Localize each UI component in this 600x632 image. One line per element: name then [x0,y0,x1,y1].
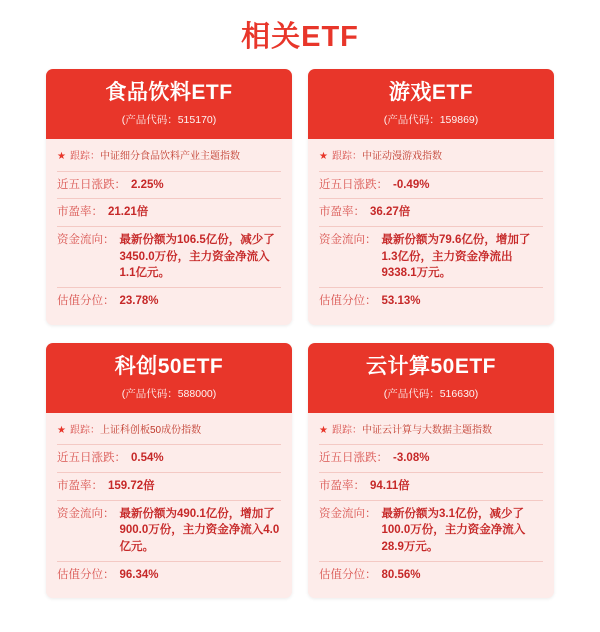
etf-five-day-value: 0.54% [131,452,164,465]
etf-code: (产品代码：515170) [121,114,217,127]
etf-pe-label: 市盈率： [57,479,103,492]
etf-flow-label: 资金流向： [319,507,377,520]
etf-track-label: 跟踪： [331,151,362,163]
etf-name: 科创50ETF [114,354,224,378]
etf-pe-label: 市盈率： [57,206,103,219]
etf-valuation-row [57,562,281,589]
etf-code: (产品代码：516630) [383,387,479,400]
etf-pe-row [57,199,281,226]
etf-name: 食品饮料ETF [105,81,233,104]
etf-pe-label: 市盈率： [319,479,365,492]
etf-track-value: 中证云计算与大数据主题指数 [361,424,492,436]
etf-five-day-label: 近五日涨跌： [319,452,388,465]
etf-valuation-row [57,288,281,315]
etf-card[interactable] [46,69,292,325]
etf-track-value: 上证科创板50成份指数 [99,424,202,436]
star-icon: ★ [319,151,328,163]
etf-card-body [308,413,554,599]
etf-code-value: 159869 [439,114,475,127]
etf-flow-label: 资金流向： [57,507,115,520]
etf-flow-value: 最新份额为106.5亿份，减少了3450.0万份，主力资金净流入1.1亿元。 [119,233,275,280]
etf-code: (产品代码：588000) [121,387,217,400]
etf-track-label: 跟踪： [69,424,100,436]
etf-flow-value: 最新份额为3.1亿份，减少了100.0万份，主力资金净流入28.9万元。 [381,507,526,553]
etf-card[interactable] [308,69,554,325]
etf-code-value: 516630 [439,387,475,400]
etf-five-day-label: 近五日涨跌： [57,452,126,465]
etf-five-day-label: 近五日涨跌： [57,178,126,191]
etf-pe-value: 94.11倍 [370,479,410,492]
etf-track-label: 跟踪： [331,424,362,436]
etf-valuation-value: 96.34% [119,568,159,581]
etf-pe-value: 21.21倍 [108,206,149,219]
etf-pe-value: 159.72倍 [108,479,155,492]
etf-card-body [46,139,292,325]
etf-track-value: 中证细分食品饮料产业主题指数 [99,151,240,163]
etf-card-grid [0,65,600,598]
star-icon: ★ [57,151,66,163]
etf-flow-label: 资金流向： [57,233,115,246]
etf-valuation-row [319,288,543,315]
etf-card-header [46,69,292,139]
etf-name: 云计算50ETF [365,354,497,378]
star-icon: ★ [319,425,328,437]
etf-five-day-row [57,172,281,199]
etf-track-row [57,422,281,445]
etf-card[interactable] [46,343,292,599]
etf-card-header [308,69,554,139]
etf-valuation-value: 53.13% [381,295,421,307]
etf-valuation-value: 80.56% [381,568,421,581]
etf-track-row [319,148,543,171]
etf-flow-value: 最新份额为490.1亿份，增加了900.0万份，主力资金净流入4.0亿元。 [119,507,280,553]
etf-code-label: 产品代码： [387,387,440,400]
etf-five-day-value: 2.25% [131,178,164,191]
etf-flow-row [57,227,281,287]
etf-card-header [308,343,554,413]
etf-track-row [57,148,281,171]
etf-card[interactable] [308,343,554,599]
etf-pe-row [57,473,281,500]
etf-pe-value: 36.27倍 [370,206,411,219]
page-title: 相关ETF [241,21,359,53]
etf-five-day-row [319,172,543,199]
star-icon: ★ [57,425,66,437]
etf-pe-row [319,473,543,500]
etf-valuation-label: 估值分位： [57,568,115,581]
etf-five-day-row [57,445,281,472]
etf-track-value: 中证动漫游戏指数 [361,151,442,163]
etf-card-header [46,343,292,413]
etf-pe-label: 市盈率： [319,206,365,219]
etf-code-value: 515170 [177,114,213,127]
etf-flow-row [57,501,281,561]
etf-five-day-value: -3.08% [393,452,430,465]
etf-valuation-label: 估值分位： [319,568,377,581]
etf-flow-label: 资金流向： [319,233,377,246]
etf-flow-value: 最新份额为79.6亿份，增加了1.3亿份，主力资金净流出9338.1万元。 [381,233,531,280]
etf-code-value: 588000 [177,387,213,400]
etf-valuation-label: 估值分位： [57,295,115,307]
etf-card-body [308,139,554,325]
etf-track-label: 跟踪： [69,151,100,163]
etf-code-label: 产品代码： [125,114,178,127]
etf-five-day-value: -0.49% [393,178,430,191]
etf-valuation-row [319,562,543,589]
etf-code: (产品代码：159869) [383,114,479,127]
etf-code-label: 产品代码： [387,114,440,127]
etf-card-body [46,413,292,599]
etf-track-row [319,422,543,445]
etf-flow-row [319,227,543,287]
etf-name: 游戏ETF [388,81,474,104]
etf-code-label: 产品代码： [125,387,178,400]
etf-valuation-value: 23.78% [119,295,159,307]
etf-five-day-row [319,445,543,472]
etf-valuation-label: 估值分位： [319,295,377,307]
etf-pe-row [319,199,543,226]
etf-flow-row [319,501,543,561]
etf-five-day-label: 近五日涨跌： [319,178,388,191]
